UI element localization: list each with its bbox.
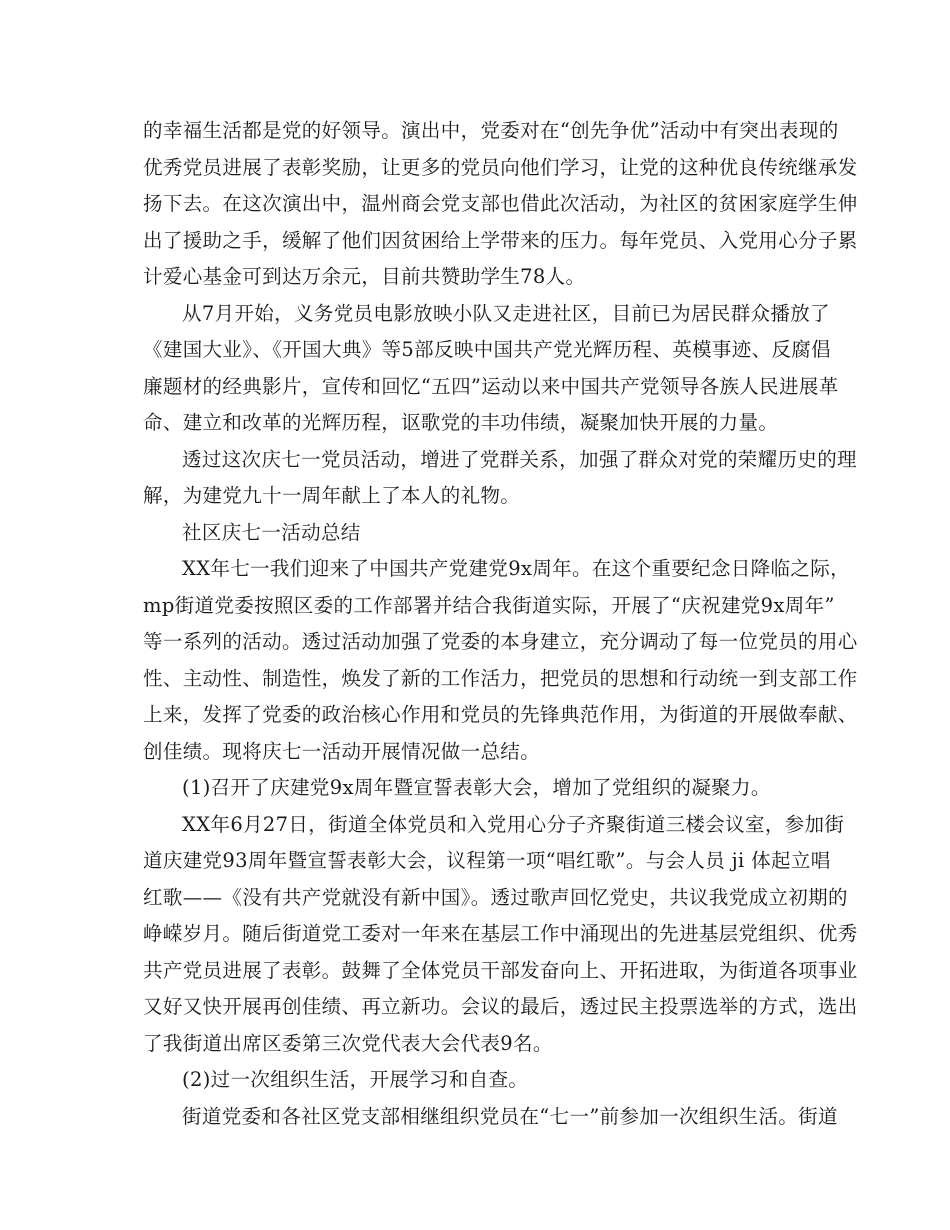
text-line: 性、主动性、制造性，焕发了新的工作活力，把党员的思想和行动统一到支部工作 xyxy=(143,666,858,690)
paragraph-2 xyxy=(143,296,839,442)
text-line: 命、建立和改革的光辉历程，讴歌党的丰功伟绩，凝聚加快开展的力量。 xyxy=(143,411,779,434)
text-line: 从7月开始，义务党员电影放映小队又走进社区，目前已为居民群众播放了 xyxy=(182,301,830,325)
text-line: 又好又快开展再创佳绩、再立新功。会议的最后，透过民主投票选举的方式，选出 xyxy=(143,995,858,1018)
text-line: 等一系列的活动。透过活动加强了党委的本身建立，充分调动了每一位党员的用心 xyxy=(143,630,858,653)
paragraph-1 xyxy=(143,113,858,296)
text-line: (2)过一次组织生活，开展学习和自查。 xyxy=(182,1068,529,1091)
paragraph-3 xyxy=(143,442,857,515)
text-line: 解，为建党九十一周年献上了本人的礼物。 xyxy=(143,484,521,507)
subheading-2 xyxy=(143,1062,811,1099)
text-line: 优秀党员进展了表彰奖励，让更多的党员向他们学习，让党的这种优良传统继承发 xyxy=(143,155,858,179)
text-line: 出了援助之手，缓解了他们因贫困给上学带来的压力。每年党员、入党用心分子累 xyxy=(143,228,858,252)
paragraph-6 xyxy=(143,1099,838,1136)
text-line: 峥嵘岁月。随后街道党工委对一年来在基层工作中涌现出的先进基层党组织、优秀 xyxy=(143,922,858,945)
text-line: 红歌——《没有共产党就没有新中国》。透过歌声回忆党史，共议我党成立初期的 xyxy=(143,885,848,909)
text-line: 道庆建党93周年暨宣誓表彰大会，议程第一项“唱红歌”。与会人员 ji 体起立唱 xyxy=(143,849,831,872)
text-line: 扬下去。在这次演出中，温州商会党支部也借此次活动，为社区的贫困家庭学生伸 xyxy=(143,192,858,215)
text-line: XX年七一我们迎来了中国共产党建党9x周年。在这个重要纪念日降临之际， xyxy=(182,557,850,580)
text-line: 的幸福生活都是党的好领导。演出中，党委对在“创先争优”活动中有突出表现的 xyxy=(143,119,839,142)
section-heading: 社区庆七一活动总结 xyxy=(182,520,361,544)
text-line: 了我街道出席区委第三次党代表大会代表9名。 xyxy=(143,1031,553,1055)
text-line: 上来，发挥了党委的政治核心作用和党员的先锋典范作用，为街道的开展做奉献、 xyxy=(143,703,858,726)
text-line: 《建国大业》、《开国大典》等5部反映中国共产党光辉历程、英模事迹、反腐倡 xyxy=(143,338,832,361)
text-line: 创佳绩。现将庆七一活动开展情况做一总结。 xyxy=(143,739,541,763)
subheading-1 xyxy=(143,770,811,807)
paragraph-4 xyxy=(143,551,858,770)
paragraph-5 xyxy=(143,807,858,1063)
text-line: mp街道党委按照区委的工作部署并结合我街道实际，开展了“庆祝建党9x周年” xyxy=(143,593,835,617)
text-line: XX年6月27日，街道全体党员和入党用心分子齐聚街道三楼会议室，参加街 xyxy=(182,812,845,836)
document-page xyxy=(143,113,858,1135)
text-line: 透过这次庆七一党员活动，增进了党群关系，加强了群众对党的荣耀历史的理 xyxy=(182,447,857,471)
text-line: 廉题材的经典影片，宣传和回忆“五四”运动以来中国共产党领导各族人民进展革 xyxy=(143,374,839,398)
section-title xyxy=(143,515,811,552)
text-line: (1)召开了庆建党9x周年暨宣誓表彰大会，增加了党组织的凝聚力。 xyxy=(182,776,771,799)
text-line: 计爱心基金可到达万余元，目前共赞助学生78人。 xyxy=(143,265,586,288)
text-line: 街道党委和各社区党支部相继组织党员在“七一”前参加一次组织生活。街道 xyxy=(182,1104,838,1128)
text-line: 共产党员进展了表彰。鼓舞了全体党员干部发奋向上、开拓进取，为街道各项事业 xyxy=(143,958,858,982)
